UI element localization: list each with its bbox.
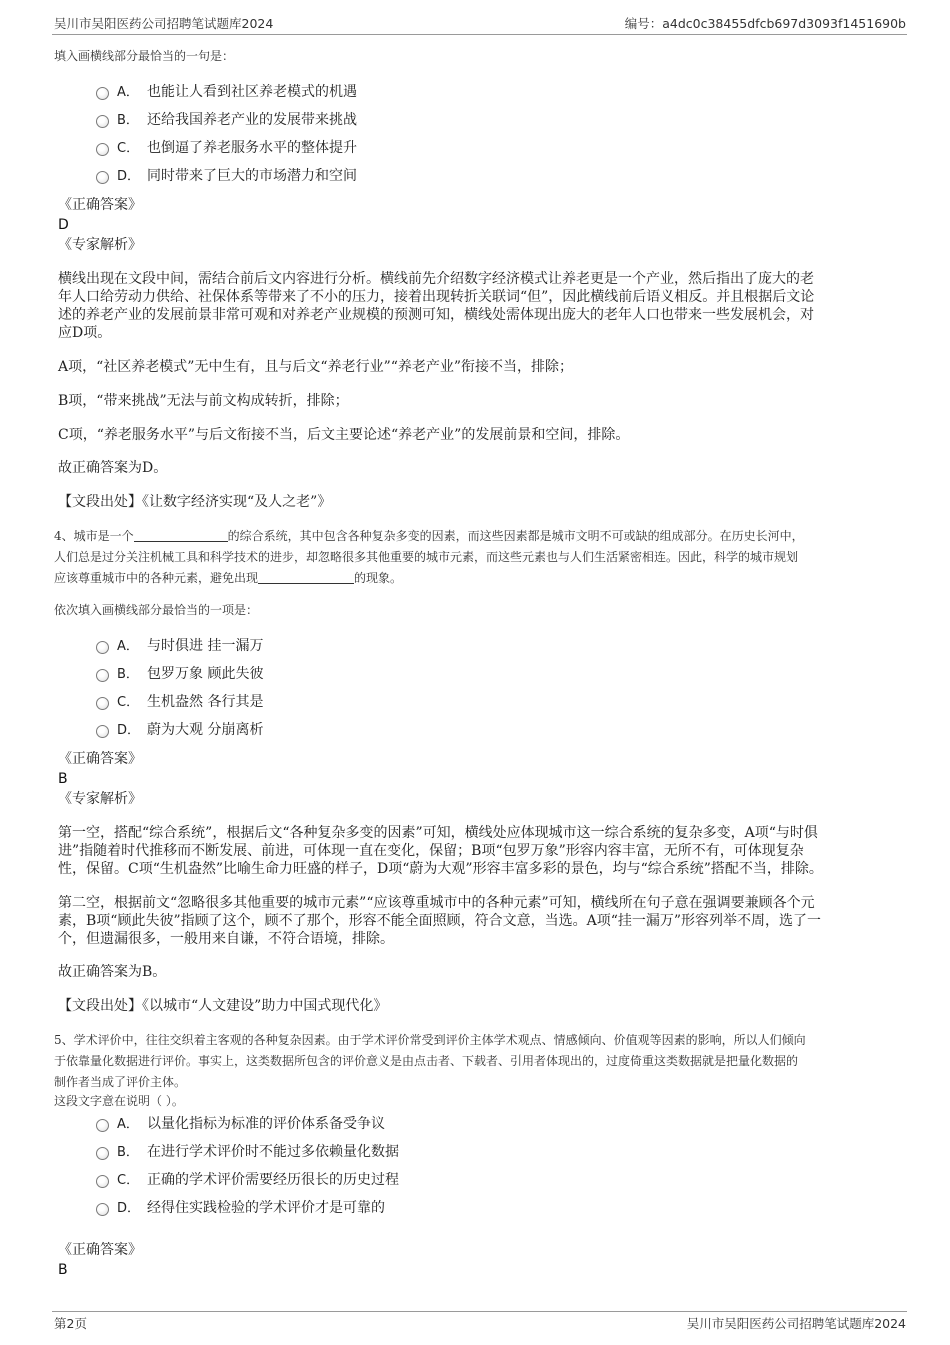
analysis-line: 横线出现在文段中间，需结合前后文内容进行分析。横线前先介绍数字经济模式让养老更是一个产业，然后指出了庞大的老 <box>58 271 814 287</box>
radio-icon[interactable] <box>96 725 109 738</box>
analysis-line: 年人口给劳动力供给、社保体系等带来了不小的压力，接着出现转折关联词“但”，因此横线前后语义相反。并且根据后文论 <box>58 289 815 305</box>
analysis-label: 《专家解析》 <box>58 791 142 807</box>
fill-blank <box>258 570 354 584</box>
answer-label: 《正确答案》 <box>58 1242 142 1258</box>
question-stem-line: 应该尊重城市中的各种元素，避免出现 的现象。 <box>54 571 403 585</box>
option-a[interactable]: A． 也能让人看到社区养老模式的机遇 <box>96 82 357 102</box>
footer-title: 吴川市吴阳医药公司招聘笔试题库2024 <box>686 1316 906 1331</box>
radio-icon[interactable] <box>96 1147 109 1160</box>
footer-divider <box>52 1311 907 1312</box>
option-b[interactable]: B． 在进行学术评价时不能过多依赖量化数据 <box>96 1142 399 1162</box>
option-c[interactable]: C． 正确的学术评价需要经历很长的历史过程 <box>96 1170 399 1190</box>
radio-icon[interactable] <box>96 1203 109 1216</box>
analysis-line: 素，B项“顾此失彼”指顾了这个，顾不了那个，形容不能全面照顾，符合文意，当选。A项“挂一漏万”形容列举不周，选了一 <box>58 913 822 929</box>
analysis-line: 应D项。 <box>58 325 112 341</box>
analysis-item-b: B项，“带来挑战”无法与前文构成转折，排除； <box>58 393 349 409</box>
answer-value: B <box>58 771 68 787</box>
option-d[interactable]: D． 同时带来了巨大的市场潜力和空间 <box>96 166 357 186</box>
analysis-line: 个，但遗漏很多，一般用来自谦，不符合语境，排除。 <box>58 931 394 947</box>
header-divider <box>52 34 907 35</box>
answer-label: 《正确答案》 <box>58 751 142 767</box>
analysis-conclusion: 故正确答案为D。 <box>58 460 168 476</box>
radio-icon[interactable] <box>96 115 109 128</box>
analysis-line: 述的养老产业的发展前景非常可观和对养老产业规模的预测可知，横线处需体现出庞大的老年人口也带来一些发展机会，对 <box>58 307 814 323</box>
question-stem-line: 于依靠量化数据进行评价。事实上，这类数据所包含的评价意义是由点击者、下载者、引用者体现出的，过度倚重这类数据就是把量化数据的 <box>54 1054 799 1068</box>
answer-value: B <box>58 1262 68 1278</box>
answer-value: D <box>58 217 69 233</box>
analysis-line: 第二空，根据前文“忽略很多其他重要的城市元素”“应该尊重城市中的各种元素”可知，横线所在句子意在强调要兼顾各个元 <box>58 895 815 911</box>
analysis-conclusion: 故正确答案为B。 <box>58 964 167 980</box>
source-citation: 【文段出处】《让数字经济实现“及人之老”》 <box>58 494 332 510</box>
analysis-line: 进”指随着时代推移而不断发展、前进，可体现一直在变化，保留；B项“包罗万象”形容内容丰富，无所不有，可体现复杂 <box>58 843 804 859</box>
radio-icon[interactable] <box>96 1119 109 1132</box>
fill-blank <box>134 528 228 542</box>
option-b[interactable]: B． 包罗万象 顾此失彼 <box>96 664 263 684</box>
page-number: 第2页 <box>54 1316 87 1331</box>
question-stem-line: 4、城市是一个 的综合系统，其中包含各种复杂多变的因素，而这些因素都是城市文明不可或缺的组成部分。在历史长河中， <box>54 529 804 543</box>
question-prompt: 依次填入画横线部分最恰当的一项是： <box>54 603 259 617</box>
answer-label: 《正确答案》 <box>58 197 142 213</box>
radio-icon[interactable] <box>96 87 109 100</box>
option-c[interactable]: C． 也倒逼了养老服务水平的整体提升 <box>96 138 357 158</box>
radio-icon[interactable] <box>96 697 109 710</box>
question-stem-line: 制作者当成了评价主体。 <box>54 1075 187 1089</box>
option-b[interactable]: B． 还给我国养老产业的发展带来挑战 <box>96 110 357 130</box>
question-prompt: 填入画横线部分最恰当的一句是： <box>54 49 235 63</box>
radio-icon[interactable] <box>96 171 109 184</box>
analysis-label: 《专家解析》 <box>58 237 142 253</box>
question-stem-line: 这段文字意在说明（ ）。 <box>54 1094 184 1108</box>
option-c[interactable]: C． 生机盎然 各行其是 <box>96 692 263 712</box>
question-stem-line: 5、学术评价中，往往交织着主客观的各种复杂因素。由于学术评价常受到评价主体学术观点、情感倾向、价值观等因素的影响，所以人们倾向 <box>54 1033 806 1047</box>
option-a[interactable]: A． 与时俱进 挂一漏万 <box>96 636 263 656</box>
radio-icon[interactable] <box>96 669 109 682</box>
radio-icon[interactable] <box>96 143 109 156</box>
header-title: 吴川市吴阳医药公司招聘笔试题库2024 <box>54 16 274 31</box>
analysis-item-a: A项，“社区养老模式”无中生有，且与后文“养老行业”“养老产业”衔接不当，排除； <box>58 359 574 375</box>
option-d[interactable]: D． 经得住实践检验的学术评价才是可靠的 <box>96 1198 385 1218</box>
radio-icon[interactable] <box>96 641 109 654</box>
source-citation: 【文段出处】《以城市“人文建设”助力中国式现代化》 <box>58 998 388 1014</box>
option-d[interactable]: D． 蔚为大观 分崩离析 <box>96 720 263 740</box>
question-stem-line: 人们总是过分关注机械工具和科学技术的进步，却忽略很多其他重要的城市元素，而这些元素也与人们生活紧密相连。因此，科学的城市规划 <box>54 550 799 564</box>
analysis-line: 第一空，搭配“综合系统”，根据后文“各种复杂多变的因素”可知，横线处应体现城市这一综合系统的复杂多变，A项“与时俱 <box>58 825 818 841</box>
analysis-line: 性，保留。C项“生机盎然”比喻生命力旺盛的样子，D项“蔚为大观”形容丰富多彩的景色，均与“综合系统”搭配不当，排除。 <box>58 861 823 877</box>
analysis-item-c: C项，“养老服务水平”与后文衔接不当，后文主要论述“养老产业”的发展前景和空间，排除。 <box>58 427 630 443</box>
document-id: 编号：a4dc0c38455dfcb697d3093f1451690b <box>624 16 906 31</box>
option-a[interactable]: A． 以量化指标为标准的评价体系备受争议 <box>96 1114 385 1134</box>
radio-icon[interactable] <box>96 1175 109 1188</box>
